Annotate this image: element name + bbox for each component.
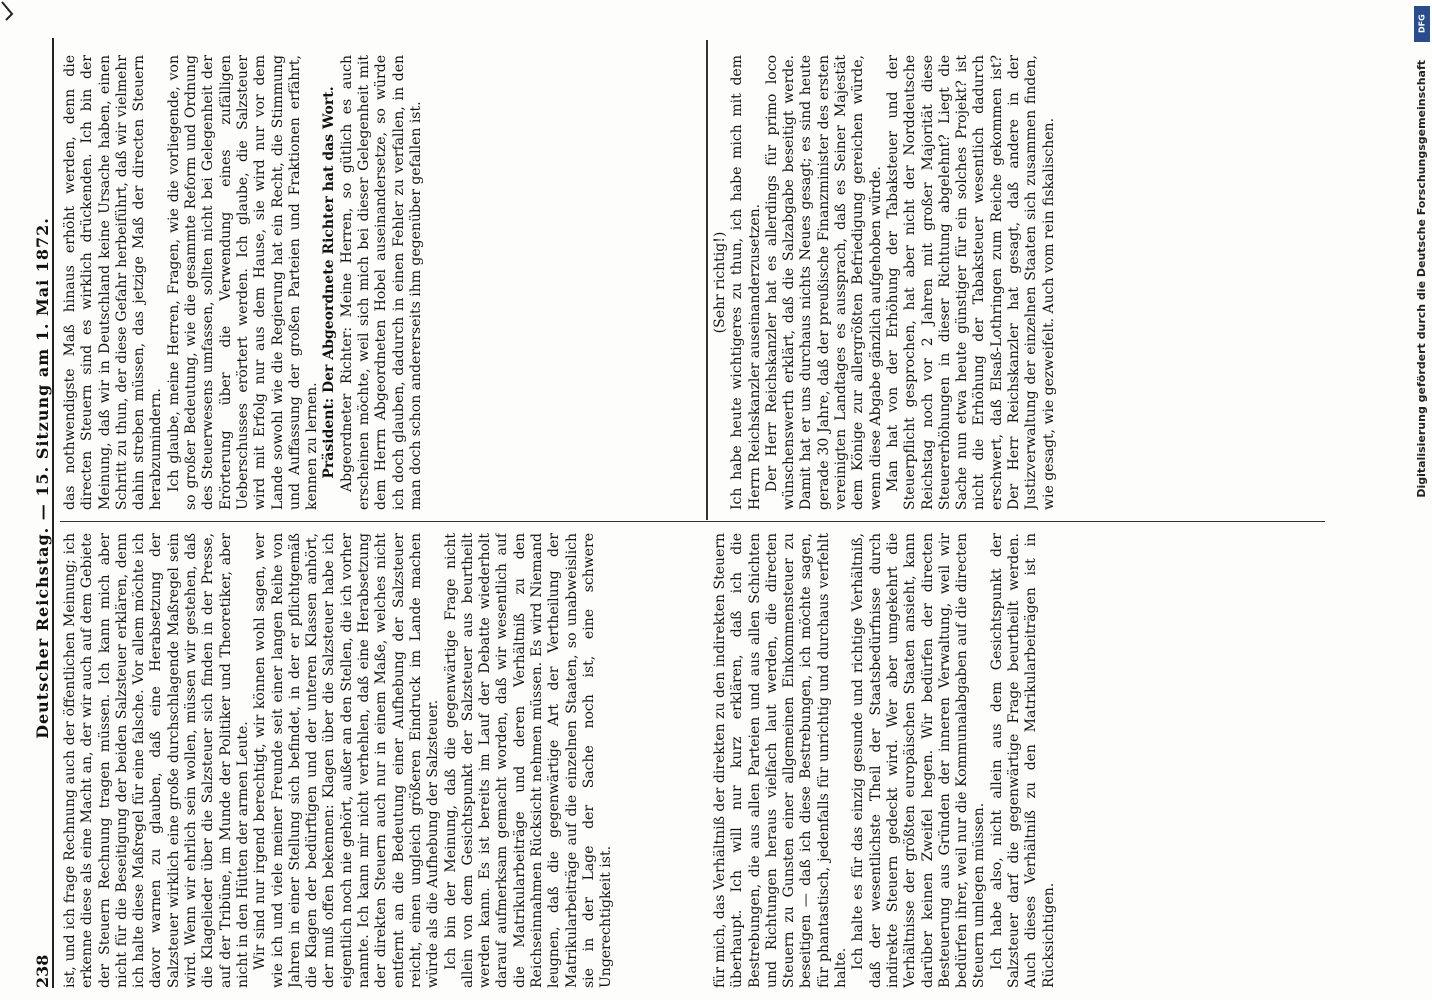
text-column-1 (62, 533, 707, 988)
credit-text: Digitalisierung gefördert durch die Deutsche Forschungsgemeinschaft (1414, 60, 1428, 498)
digitization-credit-bar (1410, 0, 1432, 1000)
column-divider (60, 521, 1325, 522)
paragraph: Ich bin der Meinung, daß die gegenwärtige Frage nicht allein von dem Gesichtspunkt der Salzsteuer aus beurtheilt werden kann. Es ist bereits im Lauf der Debatte wiederholt darauf aufmerksam gemacht worden, daß wir wesentlich auf die Matrikularbeiträge und deren Verhältniß zu den Reichseinnahmen Rücksicht nehmen müssen. Es wird Niemand leugnen, daß die gegenwärtige Art der Vertheilung der Matrikularbeiträge auf die einzelnen Staaten, so unabweislich sie in der Lage der Sache noch ist, eine schwere Ungerechtigkeit ist. (442, 533, 615, 988)
paragraph: Ich habe heute wichtigeres zu thun, ich habe mich mit dem Herrn Reichskanzler auseinanderzusetzen. (729, 55, 763, 510)
paragraph: Ich habe also, nicht allein aus dem Gesichtspunkt der Salzsteuer darf die gegenwärtige Frage beurtheilt werden. Auch dieses Verhältniß zu den Matrikularbeiträgen ist in Rücksichtigen. (988, 533, 1057, 988)
dfg-logo: DFG (1414, 6, 1430, 42)
page-number: 238 (33, 954, 52, 988)
paragraph: Der Herr Reichskanzler hat es allerdings für primo loco wünschenswerth erklärt, daß die Salzabgabe beseitigt werde. Damit hat er uns durchaus nichts Neues gesagt; es sind heute gerade 30 Jahre, daß der preußische Finanzminister des ersten vereinigten Landtages es aussprach, daß es Seiner Majestät dem Könige zur allergrößten Befriedigung gereichen würde, wenn diese Abgabe gänzlich aufgehoben würde. (763, 55, 884, 510)
paragraph: für mich, das Verhältniß der direkten zu den indirekten Steuern überhaupt. Ich will nur kurz erklären, daß ich die Bestrebungen, die aus allen Parteien und aus allen Schichten und Richtungen heraus vielfach laut werden, die directen Steuern zu Gunsten einer allgemeinen Einkommensteuer zu beseitigen — daß ich diese Bestrebungen, ich möchte sagen, für phantastisch, jedenfalls für unrichtig und durchaus verfehlt halte. (712, 533, 850, 988)
paragraph: Ich halte es für das einzig gesunde und richtige Verhältniß, daß der wesentlichste Theil der Staatsbedürfnisse durch indirekte Steuern gedeckt wird. Wer aber umgekehrt die Verhältnisse der größten europäischen Staaten ansieht, kann darüber keinen Zweifel hegen. Wir bedürfen der directen Besteuerung aus Gründen der inneren Verwaltung, weil wir bedürfen ihrer, weil nur die Kommunalabgaben auf die directen Steuern umlegen müssen. (850, 533, 988, 988)
paragraph: Man hat von der Erhöhung der Tabaksteuer und der Steuerpflicht gesprochen, hat aber nicht der Norddeutsche Reichstag noch vor 2 Jahren mit großer Majorität diese Steuererhöhungen in dieser Richtung abgelehnt? Liegt die Sache nun etwa heute günstiger für ein solches Projekt? ist nicht die Erhöhung der Tabaksteuer wesentlich dadurch erschwert, daß Elsaß-Lothringen zum Reiche gekommen ist? Der Herr Reichskanzler hat gesagt, daß andere in der Justizverwaltung der einzelnen Staaten sich zusammen finden, wie gesagt, wie gezweifelt. Auch vom rein fiskalischen. (884, 55, 1057, 510)
paragraph: das nothwendigste Maß hinaus erhöht werden, denn die directen Steuern sind es wirklich drückenden. Ich bin der Meinung, daß wir in Deutschland keine Ursache haben, einen Schritt zu thun, der diese Gefahr herbeiführt, daß wir vielmehr dahin streben müssen, das jetzige Maß der directen Steuern herabzumindern. (62, 55, 165, 510)
rotated-page-content (0, 10, 1405, 1000)
interjection: (Sehr richtig!) (712, 231, 728, 334)
text-column-2 (62, 55, 707, 510)
paragraph: Wir sind nur irgend berechtigt, wir können wohl sagen, wer wie ich und viele meiner Freunde seit einer langen Reihe von Jahren in einer Stellung sich befindet, in der er pflichtgemäß die Klagen der bedürftigen und der unteren Klassen anhört, der muß offen bekennen: Klagen über die Salzsteuer habe ich eigentlich noch nie gehört, außer an den Stellen, die ich vorher nannte. Ich kann mir nicht verhehlen, daß eine Herabsetzung der direkten Steuern auch nur in einem Maße, welches nicht entfernt an die Bedeutung einer Aufhebung der Salzsteuer reicht, einen ungleich größeren Eindruck im Lande machen würde als die Aufhebung der Salzsteuer. (252, 533, 442, 988)
paragraph: Ich glaube, meine Herren, Fragen, wie die vorliegende, von so großer Bedeutung, wie die gesammte Reform und Ordnung des Steuerwesens umfassen, sollten nicht bei Gelegenheit der Erörterung über die Verwendung eines zufälligen Ueberschusses erörtert werden. Ich glaube, die Salzsteuer wird mit Erfolg nur aus dem Hause, sie wird nur vor dem Lande sowohl wie die Regierung hat ein Recht, die Stimmung und Auffassung der großen Parteien und Fraktionen erfährt, kennen zu lernen. (165, 55, 321, 510)
paragraph: ist, und ich frage Rechnung auch der öffentlichen Meinung; ich erkenne diese als eine Macht an, der wir auch auf dem Gebiete der Steuern Rechnung tragen müssen. Ich kann mich aber nicht für die Beseitigung der beiden Salzsteuer erklären, denn ich halte diese Maßregel für eine falsche. Vor allem möchte ich davor warnen zu glauben, daß eine Herabsetzung der Salzsteuer wirklich eine große durchschlagende Maßregel sein wird. Wenn wir ehrlich sein wollen, müssen wir gestehen, daß die Klagelieder über die Salzsteuer sich finden in der Presse, auf der Tribüne, im Munde der Politiker und Theoretiker, aber nicht in den Hütten der armen Leute. (62, 533, 251, 988)
speaker-heading: Präsident: Der Abgeordnete Richter hat das Wort. (321, 86, 338, 479)
paragraph: Abgeordneter Richter: Meine Herren, so gütlich es auch erscheinen möchte, weil sich mich bei dieser Gelegenheit mit dem Herrn Abgeordneten Hobel auseinandersetze, so würde ich doch glauben, dadurch in einen Fehler zu verfallen, in den man doch schon andererseits ihm gegenüber gefallen ist. (338, 55, 424, 510)
text-column-3 (712, 533, 1327, 988)
running-header (2, 38, 54, 988)
running-title: Deutscher Reichstag. — 15. Sitzung am 1. Mai 1872. (33, 217, 52, 739)
text-column-4 (712, 55, 1327, 510)
